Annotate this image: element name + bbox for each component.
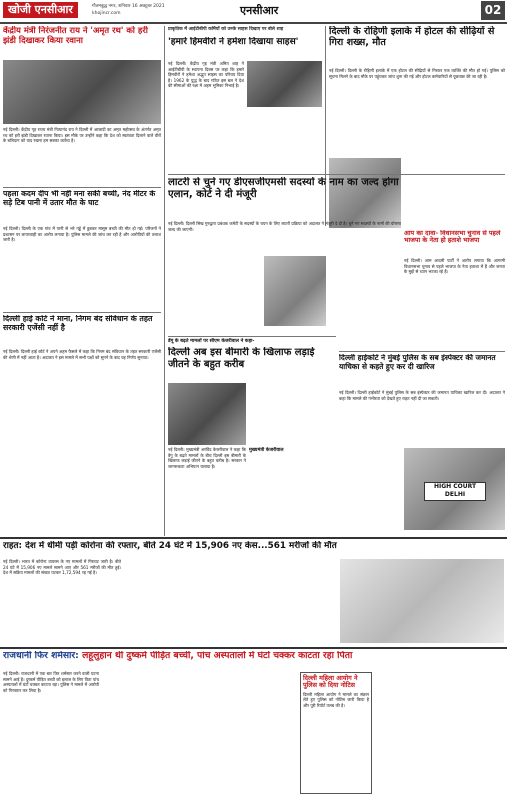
gurudwara-photo: [264, 256, 326, 326]
divider: [3, 312, 161, 313]
covid-headline: राहत: देश में धीमी पड़ी कोरोना की रफ्तार, बीते 24 घंटे में 15,906 नए केस...561 मरीजों की मौत: [3, 541, 337, 551]
sign-line1: HIGH COURT: [433, 483, 477, 490]
main-mid-headline-box: [168, 177, 401, 219]
dengue-headline: दिल्ली अब इस बीमारी के खिलाफ लड़ाई जीतने के बहुत करीब: [168, 347, 315, 370]
rath-photo: [3, 60, 161, 124]
covid-body-col2: [124, 559, 242, 643]
dengue-body-lead: [249, 383, 336, 445]
right-lead-body-continued: [404, 158, 505, 228]
right-mid-headline-box: [404, 230, 505, 256]
main-mid-headline: लाटरी से चुने गए डीएसजीएमसी सदस्यों के नाम का जल्द होगा एलान, कोर्ट ने दी मंजूरी: [168, 177, 399, 200]
inset-headline: दिल्ली महिला आयोग ने पुलिस को दिया नोटिस: [303, 674, 358, 690]
divider: [168, 174, 505, 175]
column-rule: [164, 26, 165, 536]
bottom-body-col4: [375, 671, 504, 797]
edition-date: गौतमबुद्ध नगर, शनिवार 16 अक्टूबर 2021: [92, 4, 165, 9]
kejriwal-photo: [168, 383, 246, 445]
divider: [168, 336, 336, 337]
edition-site: khojincr.com: [92, 11, 121, 16]
section-divider: [0, 537, 507, 539]
lower-left-headline-box: [3, 315, 161, 347]
dengue-body-continued: [249, 456, 336, 533]
page-header: [0, 0, 507, 24]
left-lead-headline: केंद्रीय मंत्री निरंजनीत राय ने 'अमृत रथ' को हरी झंडी दिखाकर किया रवाना: [3, 26, 148, 45]
right-lead-headline: दिल्ली के रोहिणी इलाके में होटल की सीढ़ियों से गिरा शख्स, मौत: [329, 26, 495, 49]
dengue-subhead: मुख्यमंत्री केजरीवाल: [249, 448, 284, 453]
right-mid-body: नई दिल्ली। आम आदमी पार्टी ने आरोप लगाया कि आगामी विधानसभा चुनाव से पहले भाजपा के नेता हताशा में हैं और जनता के मुद्दों से ध्यान भटका रहे हैं।: [404, 258, 505, 275]
center-kicker-box: [168, 26, 322, 36]
vaccination-photo: [340, 559, 504, 643]
inset-box: [300, 672, 372, 794]
mid-left-headline: पहला कदम दीप भी नहीं मना सकी बच्ची, नंद मीटर के सड़े टिब पानी में उतार मौत के घाट: [3, 190, 156, 207]
bottom-body-col2: [102, 671, 198, 797]
bottom-body-col3: [201, 671, 297, 797]
right-mid-headline: आप का दावा- विधानसभा चुनाव से पहले भाजपा के नेता हो हताशे भाजपा: [404, 230, 501, 245]
dengue-body: नई दिल्ली। मुख्यमंत्री अरविंद केजरीवाल ने कहा कि डेंगू के बढ़ते मामलों के बीच दिल्ली इस बीमारी के खिलाफ लड़ाई जीतने के बहुत करीब है। सरकार ने जागरूकता अभियान चलाया है।: [168, 447, 246, 469]
center-kicker: प्राकृतिक में आईटीबीपी कर्मियों को उनके साहस दिखाए पर बोले शाह: [168, 27, 284, 32]
hc-headline-box: [339, 354, 505, 388]
bottom-headline-box: [3, 651, 504, 667]
edition-meta: [92, 3, 212, 17]
high-court-photo: [404, 448, 505, 530]
page-number: 02: [481, 1, 505, 20]
left-lead-headline-box: [3, 26, 161, 58]
mid-left-body: नई दिल्ली। दिल्ली के एक गांव में पानी से भरे गड्ढे में डूबकर मासूम बच्ची की मौत हो गई। परिजनों ने प्रशासन पर लापरवाही का आरोप लगाया है। पुलिस मामले की जांच कर रही है और आरोपियों की तलाश जारी है।: [3, 226, 161, 243]
dengue-kicker: डेंगू के बढ़ते मामलों पर सीएम केजरीवाल ने कहा-: [168, 339, 255, 344]
section-name: एनसीआर: [240, 4, 279, 17]
section-divider: [0, 647, 507, 649]
masthead-logo: खोजी एनसीआर: [3, 2, 78, 18]
bottom-headline: लहूलुहान थी दुष्कर्म पीड़ित बच्ची, पांच अस्पतालों में घंटों चक्कर काटता रहा पिता: [82, 651, 353, 661]
lower-left-headline: दिल्ली हाई कोर्ट ने माना, निगम बंद संविधान के तहत सरकारी एजेंसी नहीं है: [3, 315, 153, 332]
right-lead-headline-box: [329, 26, 505, 66]
covid-body-col3: [245, 559, 337, 643]
inset-body: दिल्ली महिला आयोग ने मामले का संज्ञान लेते हुए पुलिस को नोटिस जारी किया है और पूरी रिपोर्ट तलब की है।: [303, 691, 369, 708]
covid-body: नई दिल्ली। भारत में कोरोना वायरस के नए मामलों में गिरावट जारी है। बीते 24 घंटे में 15,906 नए मामले सामने आए और 561 मरीजों की मौत हुई। देश में सक्रिय मामलों की संख्या घटकर 1,72,594 रह गई है।: [3, 559, 121, 576]
right-lead-body: नई दिल्ली। दिल्ली के रोहिणी इलाके में एक होटल की सीढ़ियों से गिरकर एक व्यक्ति की मौत हो गई। पुलिस को सूचना मिलने के बाद मौके पर पहुंचकर जांच शुरू की गई और होटल कर्मचारियों से पूछताछ की जा रही है।: [329, 68, 505, 79]
shah-photo: [247, 61, 322, 107]
lower-left-body: नई दिल्ली। दिल्ली हाई कोर्ट ने अपने अहम फैसले में कहा कि निगम बंद संविधान के तहत सरकारी एजेंसी की श्रेणी में नहीं आता है। अदालत ने इस मामले में सभी पक्षों को सुनने के बाद यह निर्णय सुनाया।: [3, 349, 161, 360]
divider: [3, 187, 161, 188]
sign-line2: DELHI: [444, 491, 466, 498]
hc-headline: दिल्ली हाईकोर्ट ने मुंबई पुलिस के सब इंस्पेक्टर की जमानत याचिका से कहते हुए कर दी खारिज: [339, 354, 496, 371]
left-lead-body: नई दिल्ली। केंद्रीय गृह राज्य मंत्री नित्यानंद राय ने दिल्ली में आजादी का अमृत महोत्सव के अंतर्गत अमृत रथ को हरी झंडी दिखाकर रवाना किया। इस मौके पर उन्होंने कहा कि देश को स्वतंत्रता दिलाने वाले वीरों के बलिदान को याद रखना हम सबका कर्तव्य है।: [3, 127, 161, 144]
divider: [339, 351, 505, 352]
bottom-kicker: राजधानी फिर शर्मसार:: [3, 651, 79, 661]
center-headline-box: [168, 37, 322, 59]
dengue-kicker-box: [168, 338, 336, 346]
hc-body: नई दिल्ली। दिल्ली हाईकोर्ट ने मुंबई पुलिस के सब इंस्पेक्टर की जमानत याचिका खारिज कर दी। अदालत ने कहा कि मामले की गंभीरता को देखते हुए राहत नहीं दी जा सकती।: [339, 390, 505, 401]
hc-body-continued: [339, 450, 401, 530]
dengue-headline-box: [168, 347, 336, 381]
center-body-continued: [247, 110, 322, 171]
bottom-body: नई दिल्ली। राजधानी में एक बार फिर शर्मसार करने वाली घटना सामने आई है। दुष्कर्म पीड़ित बच्ची को इलाज के लिए पिता पांच अस्पतालों में घंटों चक्कर काटता रहा। पुलिस ने मामले में आरोपी को गिरफ्तार कर लिया है।: [3, 671, 99, 693]
dengue-subhead-box: [249, 447, 336, 455]
mid-left-headline-box: [3, 190, 161, 224]
high-court-sign: [424, 482, 486, 501]
main-mid-body: नई दिल्ली। दिल्ली सिख गुरुद्वारा प्रबंधक कमेटी के सदस्यों के चयन के लिए लाटरी प्रक्रिया को अदालत ने मंजूरी दे दी है। चुने गए सदस्यों के नामों की घोषणा जल्द की जाएगी।: [168, 221, 401, 232]
center-headline: 'हमारे हिमवीरों ने हमेशा दिखाया साहस': [168, 37, 299, 47]
covid-headline-box: [3, 541, 504, 555]
center-body: नई दिल्ली। केंद्रीय गृह मंत्री अमित शाह ने आईटीबीपी के स्थापना दिवस पर कहा कि हमारे हिमवीरों ने हमेशा अद्भुत साहस का परिचय दिया है। 1962 के युद्ध के बाद गठित इस बल ने देश की सीमाओं की रक्षा में अहम भूमिका निभाई है।: [168, 61, 244, 89]
